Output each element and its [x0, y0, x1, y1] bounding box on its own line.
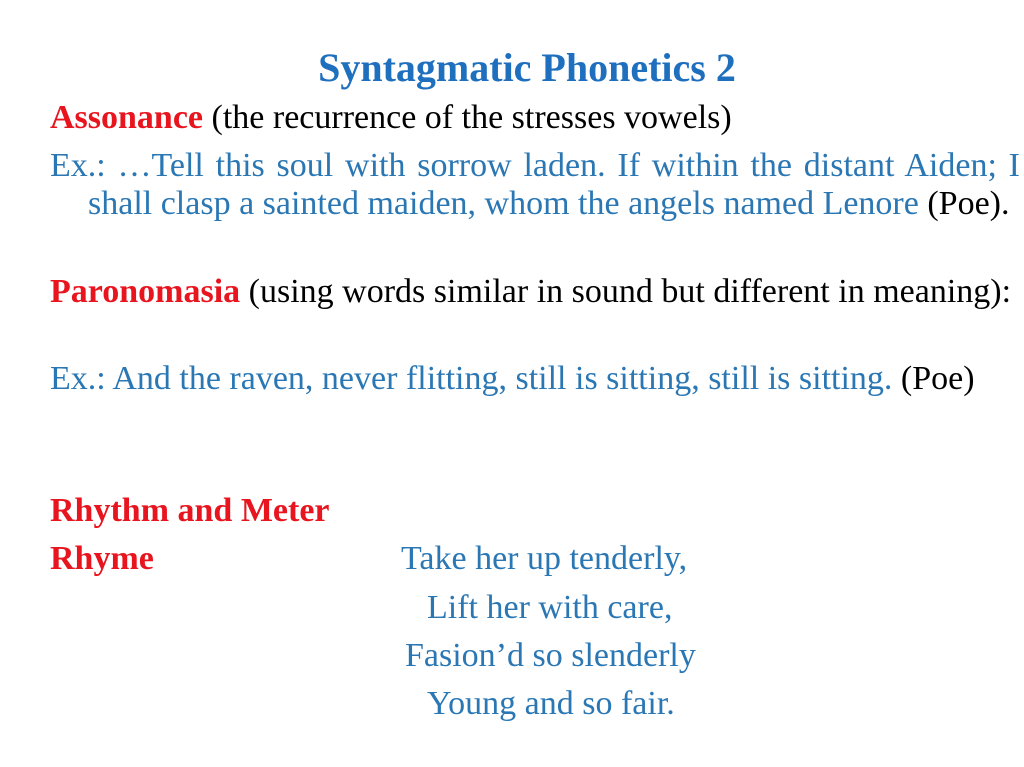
verse-line-1: Take her up tenderly,: [401, 540, 688, 577]
verse-line-4: Young and so fair.: [427, 685, 675, 722]
assonance-example-source: (Poe).: [918, 185, 1010, 222]
rhythm-meter-heading: Rhythm and Meter: [50, 492, 330, 529]
assonance-example: [50, 147, 1020, 223]
paronomasia-example-source: (Poe): [892, 360, 975, 397]
paronomasia-term: Paronomasia: [50, 273, 241, 310]
assonance-paragraph: [50, 99, 1020, 137]
paronomasia-example: [50, 360, 1020, 398]
paronomasia-paragraph: [50, 273, 1020, 311]
verse-line-2: Lift her with care,: [427, 589, 673, 626]
paronomasia-example-text: Ex.: And the raven, never flitting, still is sitting, still is sitting.: [50, 360, 893, 397]
slide-title: Syntagmatic Phonetics 2: [318, 45, 736, 90]
rhyme-heading: Rhyme: [50, 540, 154, 577]
assonance-term: Assonance: [50, 99, 204, 136]
assonance-definition: (the recurrence of the stresses vowels): [203, 99, 732, 136]
assonance-example-text: Ex.: …Tell this soul with sorrow laden. If within the distant Aiden; I shall clasp a sainted maiden, whom the angels named Lenore: [50, 147, 1020, 222]
paronomasia-definition: (using words similar in sound but different in meaning):: [240, 273, 1012, 310]
verse-line-3: Fasion’d so slenderly: [405, 637, 696, 674]
